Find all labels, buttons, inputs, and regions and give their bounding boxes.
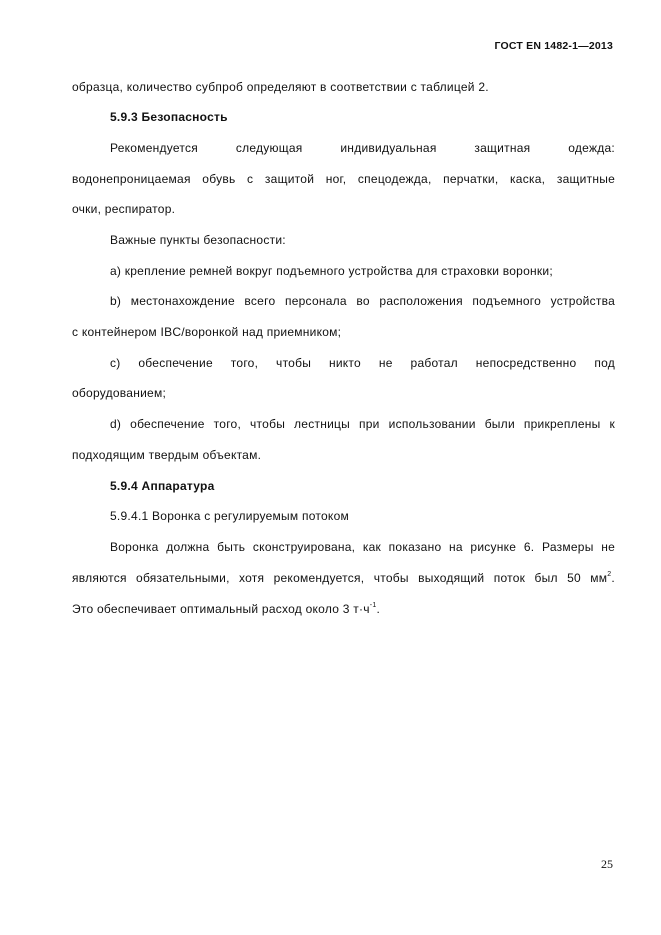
document-code: ГОСТ EN 1482-1—2013 [494,40,613,52]
superscript: -1 [369,602,377,609]
text-span: . [611,571,615,585]
list-item-d-cont: подходящим твердым объектам. [72,448,262,462]
paragraph-line: очки, респиратор. [72,202,176,216]
paragraph-line [72,571,615,586]
paragraph-line: образца, количество субпроб определяют в соответствии с таблицей 2. [72,80,489,94]
paragraph-line: Воронка должна быть сконструирована, как показано на рисунке 6. Размеры не [110,540,615,554]
text-span: . [376,602,381,616]
list-item-b: b) местонахождение всего персонала во расположения подъемного устройства [110,294,615,308]
list-item-c: c) обеспечение того, чтобы никто не работал непосредственно под [110,356,615,370]
subsection-heading-5-9-4-1: 5.9.4.1 Воронка с регулируемым потоком [110,509,349,523]
superscript: 2 [607,571,612,578]
paragraph-line: водонепроницаемая обувь с защитой ног, спецодежда, перчатки, каска, защитные [72,172,615,186]
list-item-c-cont: оборудованием; [72,386,167,400]
section-heading-5-9-3: 5.9.3 Безопасность [110,110,228,124]
paragraph-line: Рекомендуется следующая индивидуальная защитная одежда: [110,141,615,155]
list-item-b-cont: с контейнером IBC/воронкой над приемником; [72,325,342,339]
section-heading-5-9-4: 5.9.4 Аппаратура [110,479,215,493]
paragraph-line [72,602,615,617]
page-number: 25 [601,857,613,871]
paragraph-line: Важные пункты безопасности: [110,233,286,247]
text-span: являются обязательными, хотя рекомендуется, чтобы выходящий поток был 50 мм [72,571,608,585]
list-item-d: d) обеспечение того, чтобы лестницы при использовании были прикреплены к [110,417,615,431]
text-span: Это обеспечивает оптимальный расход около 3 т·ч [72,602,370,616]
list-item-a: a) крепление ремней вокруг подъемного устройства для страховки воронки; [110,264,553,278]
